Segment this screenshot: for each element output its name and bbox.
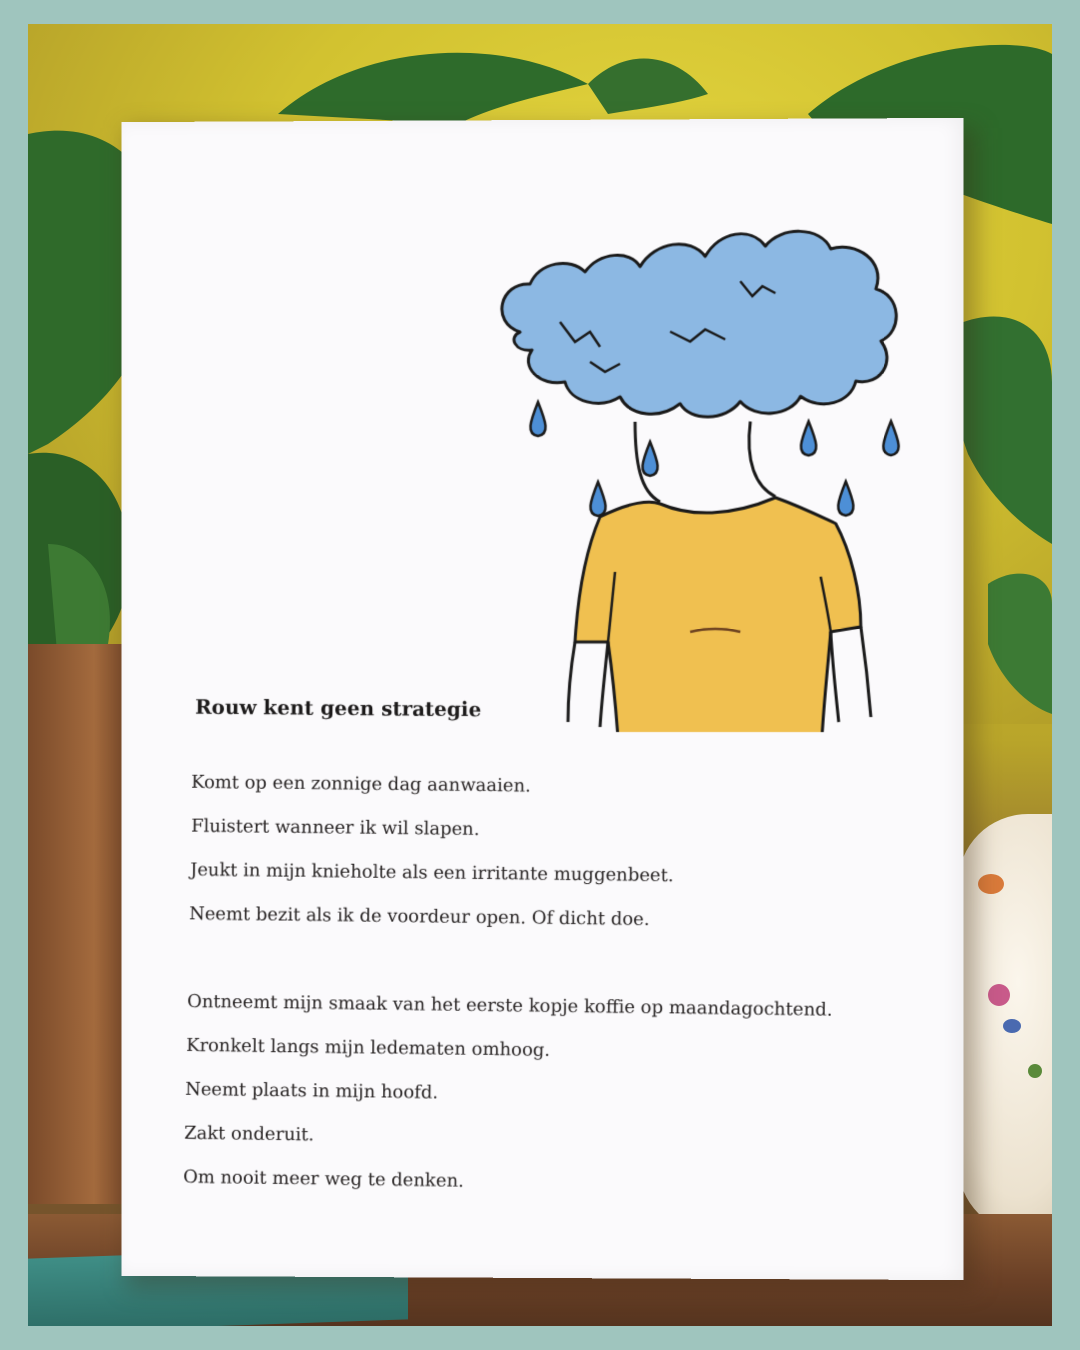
- poem-line: Komt op een zonnige dag aanwaaien.: [191, 771, 531, 797]
- raindrop-icon: [838, 481, 853, 515]
- raindrop-icon: [530, 402, 545, 436]
- poem-line: Ontneemt mijn smaak van het eerste kopje koffie op maandagochtend.: [187, 991, 833, 1021]
- vase-flower-decoration: [1028, 1064, 1042, 1078]
- vase-flower-decoration: [988, 984, 1010, 1006]
- poem-title: Rouw kent geen strategie: [195, 694, 482, 722]
- poem-line: Kronkelt langs mijn ledematen omhoog.: [186, 1034, 551, 1061]
- photo: [28, 24, 1052, 1326]
- poem-line: Om nooit meer weg te denken.: [183, 1166, 464, 1192]
- poem-line: Zakt onderuit.: [184, 1122, 315, 1146]
- raindrop-icon: [801, 421, 816, 455]
- raindrop-icon: [590, 482, 605, 516]
- poem-card: [122, 118, 964, 1280]
- shirt: [575, 497, 861, 732]
- poem-line: Neemt bezit als ik de voordeur open. Of dicht doe.: [189, 903, 650, 931]
- vase-flower-decoration: [978, 874, 1004, 894]
- poem-line: Neemt plaats in mijn hoofd.: [185, 1078, 439, 1104]
- poem-line: Fluistert wanneer ik wil slapen.: [191, 815, 480, 840]
- raindrop-icon: [643, 442, 658, 476]
- vase-flower-decoration: [1003, 1019, 1021, 1033]
- poem-line: Jeukt in mijn knieholte als een irritante muggenbeet.: [190, 859, 674, 887]
- raindrop-icon: [883, 421, 898, 455]
- rain-cloud-head-illustration: [490, 170, 911, 732]
